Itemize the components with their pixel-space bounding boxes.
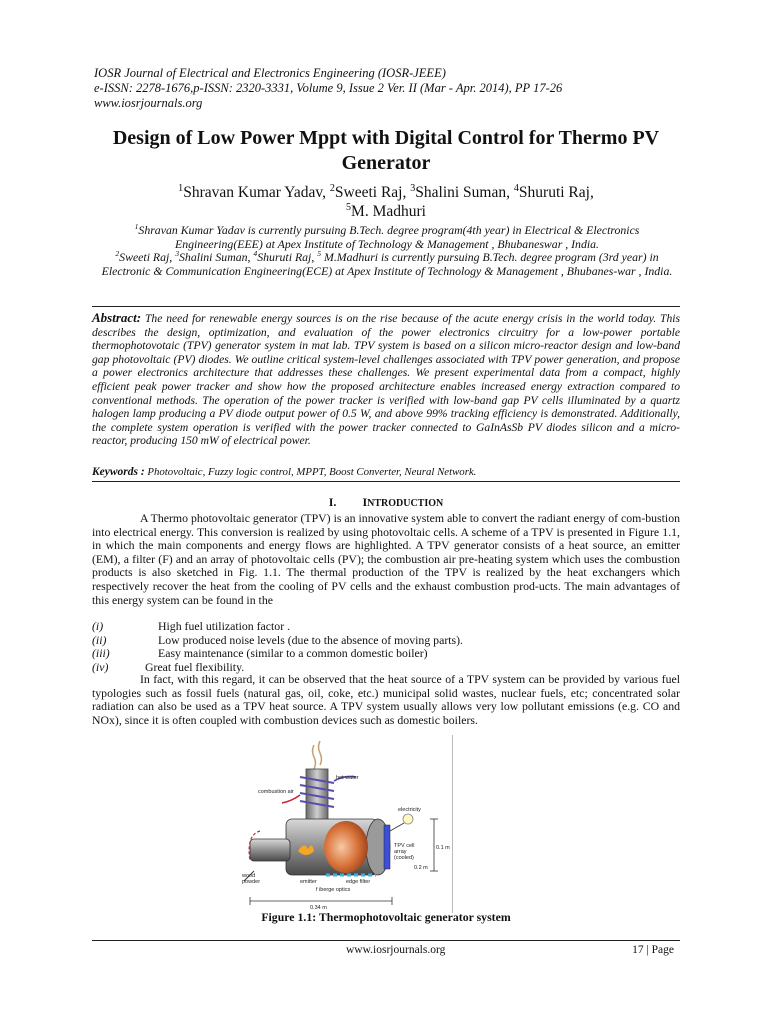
label-tpv-cell: TPV cell [394,843,415,849]
label-dim-01: 0.1 m [436,845,450,851]
aff-sup: 2 [115,249,120,259]
page-number: 17 | Page [632,944,674,956]
label-edge-filter: edge filter [346,879,371,885]
label-hot-water: hot water [336,775,359,781]
list-item-number: (ii) [92,632,107,647]
fume-line [319,741,322,765]
intro-paragraph: A Thermo photovoltaic generator (TPV) is an innovative system able to convert the radiant energy of com-bustion into electrical energy. This conversion is realized by using photovoltaic cells. A scheme of a TPV is presented in Figure 1.1, in which the main components and energy flows are highlighted. A TPV generator consists of a heat source, an emitter (EM), a filter (F) and an array of photovoltaic cells (PV); the combustion air pre-heating system which uses the combustion products is also sketched in Fig. 1.1. The thermal production of the TPV is realized by the heat exchangers which respectively recover the heat from the cooling of PV cells and the exhaust combustion prod-ucts. The main advantages of this energy system can be found in the [92,511,680,607]
fume-line [313,745,316,769]
journal-site: www.iosrjournals.org [94,96,203,110]
section-title-rest: NTRODUCTION [367,498,444,509]
affiliation-1: Shravan Kumar Yadav is currently pursuing B.Tech. degree program(4th year) in Electrical & Electronics Engineering(EEE) at Apex Institute of Technology & Management , Bhubaneswar , India. [138,223,640,251]
label-array: array [394,849,407,855]
abstract [92,311,680,448]
keywords-label: Keywords : [92,466,145,478]
author-sup: 3 [410,182,416,194]
list-item [92,620,680,634]
author-list [86,183,686,221]
keywords [92,466,680,479]
list-item [92,647,680,661]
section-number: I. [328,495,337,509]
label-emitter: emitter [300,879,317,885]
label-cooled: (cooled) [394,855,414,861]
list-item [92,634,680,648]
aff-sup: 4 [253,249,258,259]
bulb-icon [403,814,413,824]
tpv-diagram [236,735,452,913]
aff-sup: 3 [175,249,180,259]
author-name: Sweeti Raj, [334,184,411,201]
footer-rule [92,940,680,941]
author-name: Shravan Kumar Yadav, [183,184,330,201]
list-item-text: High fuel utilization factor . [158,619,291,633]
section-title-initial: I [362,495,368,509]
footer-site: www.iosrjournals.org [346,944,446,956]
list-item-number: (iii) [92,646,110,661]
label-dim-034: 0.34 m [310,905,327,911]
advantages-list [92,620,680,674]
fact-paragraph: In fact, with this regard, it can be observed that the heat source of a TPV system can be provided by various fuel typologies such as fossil fuels (natural gas, oil, coke, etc.) municipal solid wastes, nuclear fuels, etc; concentrated solar radiation can also be used as a TPV heat source. A TPV system usually allows very low pollutant emissions (e.g. CO and NOx), since it is often coupled with combustion devices such as domestic boilers. [92,672,680,727]
label-wood: wood [242,873,256,879]
author-sup: 5 [346,201,352,213]
author-name: Shuruti Raj, [518,184,594,201]
wire [390,823,404,831]
list-item-text: Great fuel flexibility. [145,659,245,674]
tpv-figure [236,735,453,913]
abstract-label: Abstract: [92,310,142,325]
label-fiberge: f iberge optics [316,887,351,893]
abstract-bottom-rule [92,481,680,482]
affiliation-2-part: M.Madhuri is currently pursuing B.Tech. degree program (3rd year) in Electronic & Communication Engineering(ECE) at Apex Institute of Technology & Management , Bhubanes-war , India. [101,250,673,278]
journal-name: IOSR Journal of Electrical and Electronics Engineering (IOSR-JEEE) [94,66,446,80]
list-item-text: Easy maintenance (similar to a common domestic boiler) [158,646,428,661]
list-item-number: (i) [92,619,104,633]
affiliation-2-part: Sweeti Raj, [119,250,176,264]
author-sup: 4 [513,182,519,194]
aff-sup: 5 [317,249,322,259]
paper-title: Design of Low Power Mppt with Digital Control for Thermo PV Generator [112,127,660,174]
list-item-number: (iv) [92,659,109,674]
emitter-glow [324,821,368,873]
figure-caption: Figure 1.1: Thermophotovoltaic generator system [261,910,511,924]
label-dim-02: 0.2 m [414,865,428,871]
author-name: M. Madhuri [351,203,426,220]
affiliation-2-part: Shuruti Raj, [257,250,318,264]
label-combustion-air: combustion air [258,789,294,795]
section-heading [92,495,680,510]
affiliations [92,224,682,278]
journal-issn: e-ISSN: 2278-1676,p-ISSN: 2320-3331, Volume 9, Issue 2 Ver. II (Mar - Apr. 2014), PP 17-26 [94,81,563,95]
air-inlet-arrow [282,795,300,803]
fuel-inlet-pipe [250,839,290,861]
abstract-text: The need for renewable energy sources is on the rise because of the acute energy crisis in the world today. This describes the design, optimization, and evaluation of the power electronics circuitry for a low-power portable thermophotovotaic (TPV) generator system in mat lab. TPV system is based on a silicon micro-reactor design and low-band gap photovoltaic (PV) diodes. We outline critical system-level challenges associated with TPV power generation, and propose a power electronics architecture that addresses these challenges. We present experimental data from a compact, highly efficient peak power tracker and show how the proposed architecture enables increased energy extraction compared to conventional methods. The operation of the power tracker is verified with low-band gap PV cells illuminated by a quartz halogen lamp producing a PV diode output power of 0.5 W, and above 99% tracking efficiency is demonstrated. Additionally, the complete system operation is verified with the power tracker connected to GaInAsSb PV diodes silicon and a micro-reactor, producing 150 mW of electrical power. [92,312,680,448]
list-item-text: Low produced noise levels (due to the absence of moving parts). [158,632,463,647]
affiliation-2-part: Shalini Suman, [179,250,254,264]
keywords-text: Photovoltaic, Fuzzy logic control, MPPT, Boost Converter, Neural Network. [144,466,477,478]
tpv-cell-array [384,825,390,869]
author-name: Shalini Suman, [415,184,514,201]
aff-sup: 1 [134,222,139,232]
label-powder: powder [242,879,261,885]
author-sup: 2 [329,182,335,194]
journal-header [94,66,694,111]
abstract-top-rule [92,306,680,307]
label-electricity: electricity [398,807,421,813]
author-sup: 1 [178,182,184,194]
